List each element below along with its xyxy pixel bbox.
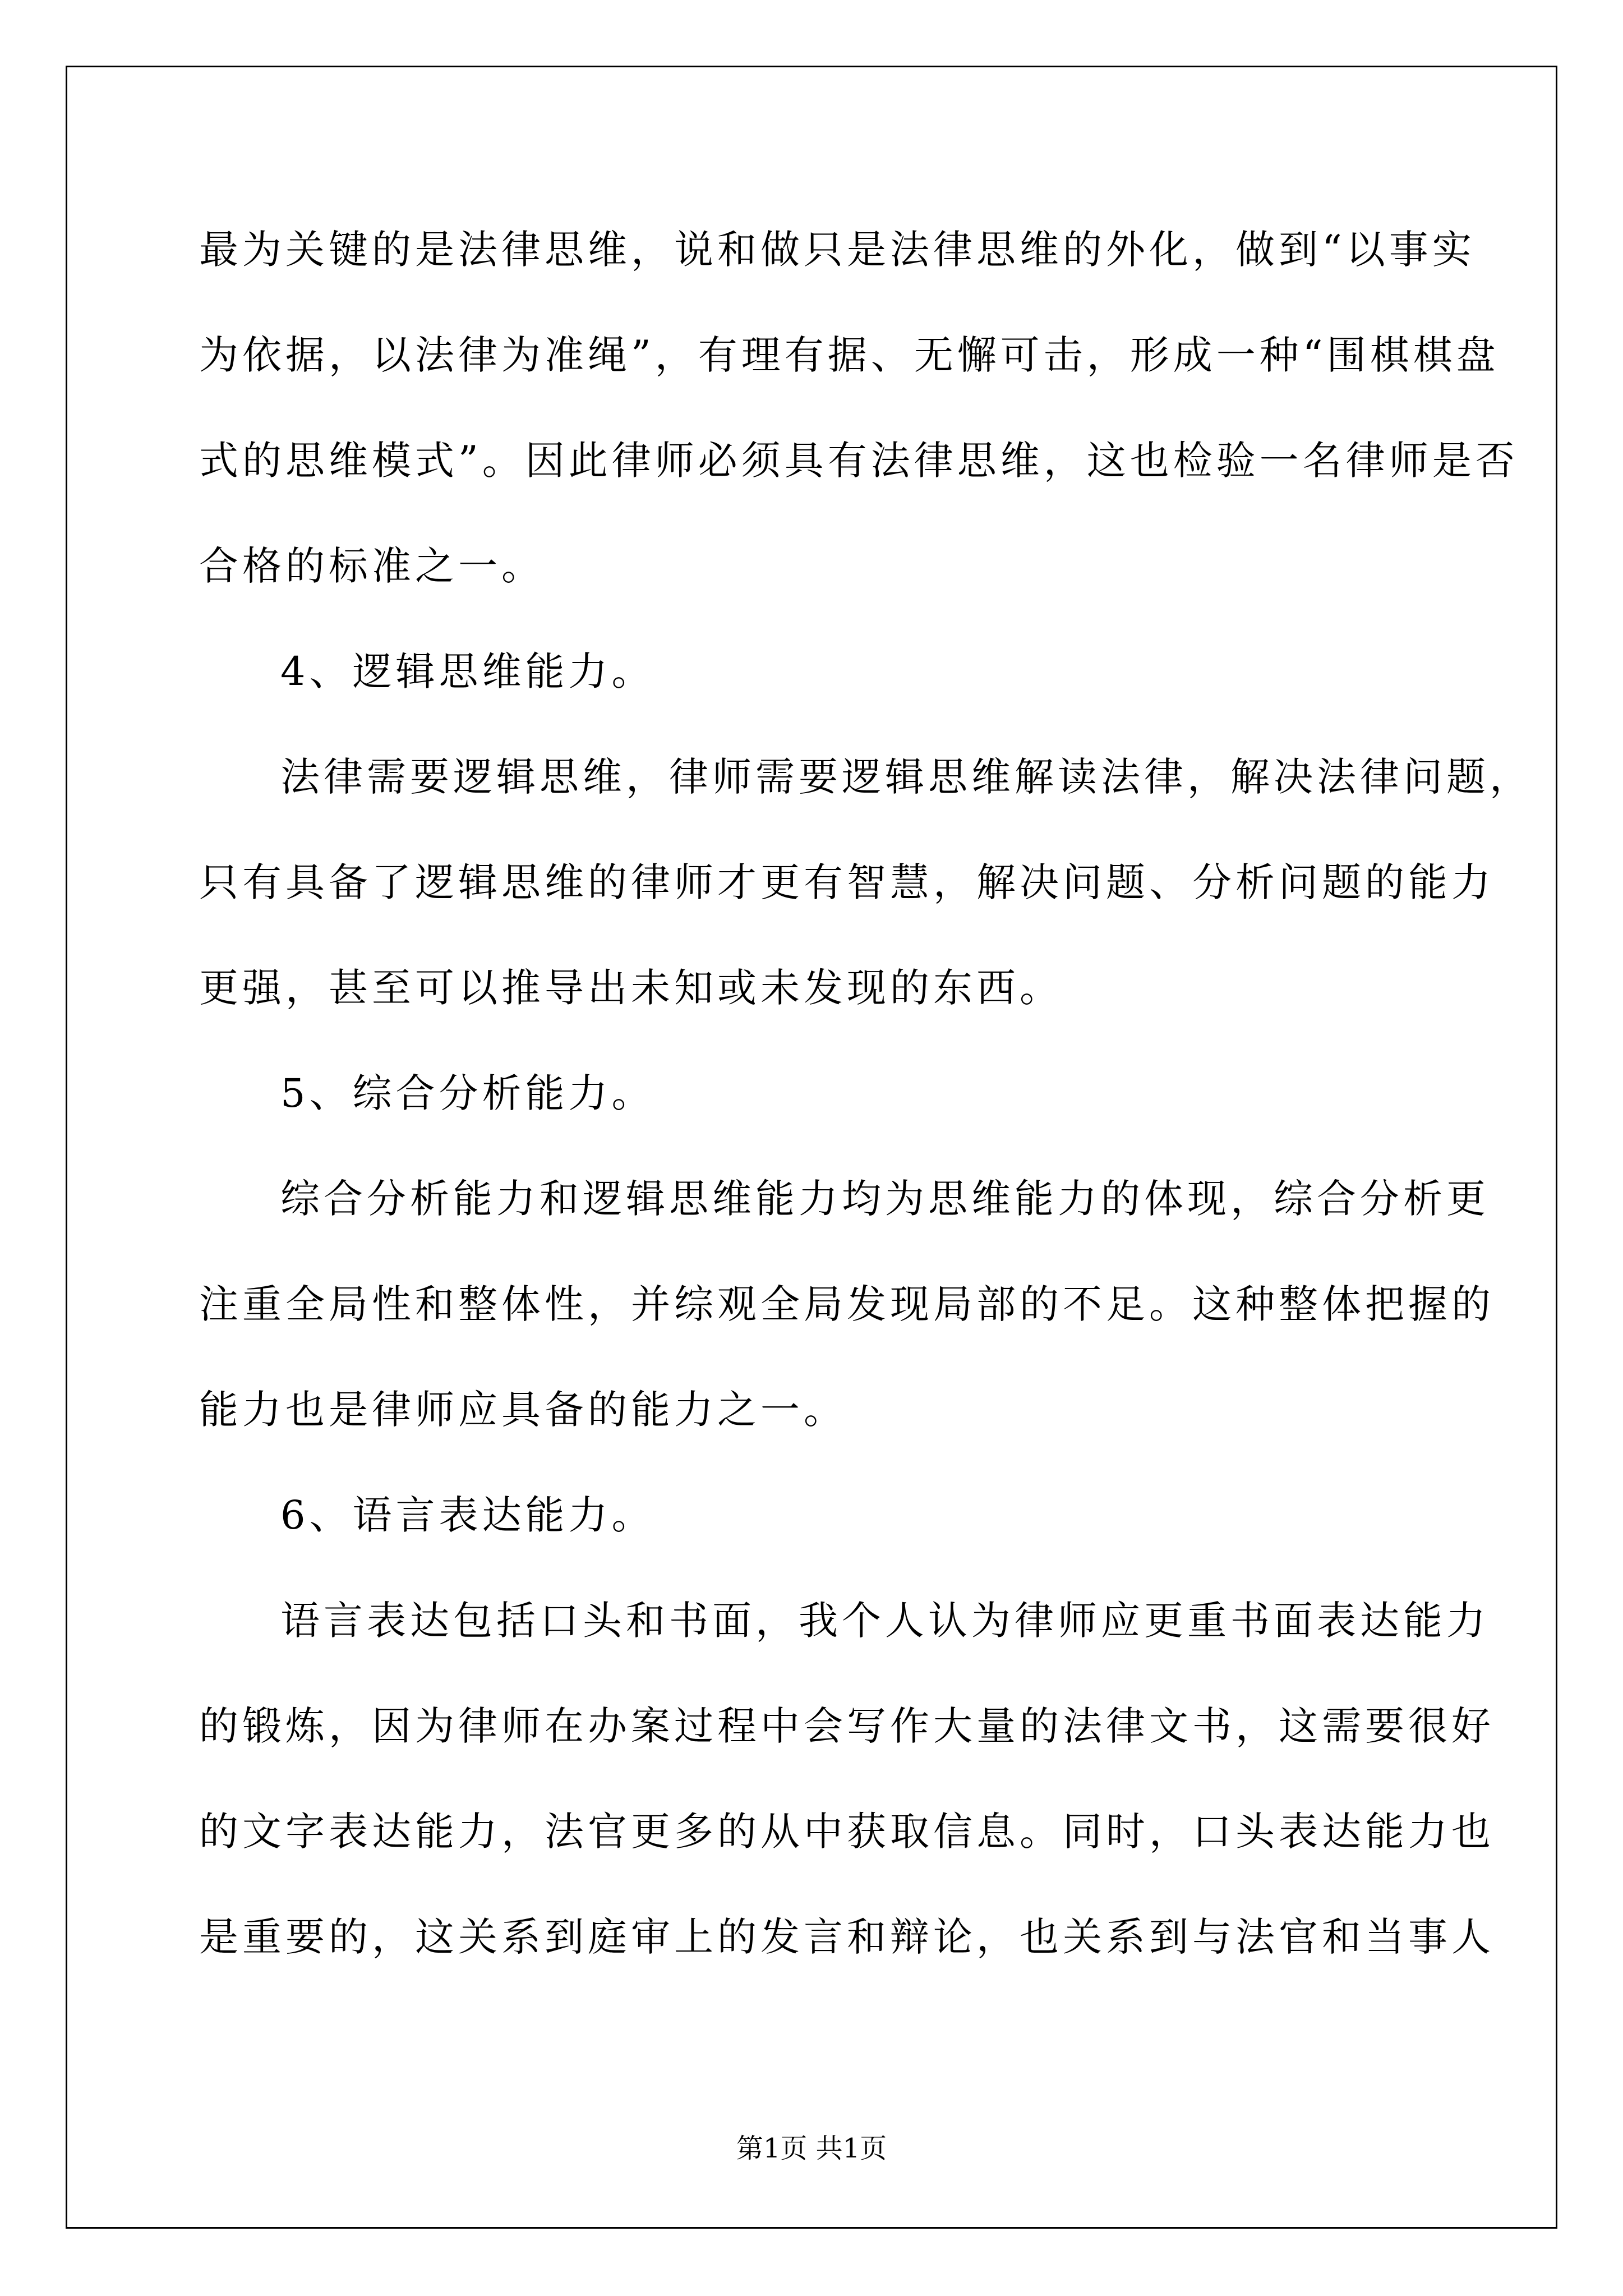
text-line: 式的思维模式”。因此律师必须具有法律思维，这也检验一名律师是否 [199, 438, 1519, 484]
page-border [66, 66, 1557, 2229]
text-line: 能力也是律师应具备的能力之一。 [199, 1387, 847, 1433]
text-line: 为依据，以法律为准绳”，有理有据、无懈可击，形成一种“围棋棋盘 [199, 332, 1500, 378]
paragraph-first-line: 综合分析能力和逻辑思维能力均为思维能力的体现，综合分析更 [280, 1176, 1490, 1222]
paragraph-first-line: 语言表达包括口头和书面，我个人认为律师应更重书面表达能力 [280, 1598, 1490, 1644]
paragraph-first-line: 5、综合分析能力。 [280, 1070, 655, 1116]
text-line: 合格的标准之一。 [199, 543, 545, 589]
text-line: 的文字表达能力，法官更多的从中获取信息。同时，口头表达能力也 [199, 1809, 1495, 1855]
paragraph-first-line: 6、语言表达能力。 [280, 1492, 655, 1538]
paragraph-first-line: 法律需要逻辑思维，律师需要逻辑思维解读法律，解决法律问题， [280, 754, 1533, 800]
text-line: 的锻炼，因为律师在办案过程中会写作大量的法律文书，这需要很好 [199, 1703, 1495, 1749]
text-line: 是重要的，这关系到庭审上的发言和辩论，也关系到与法官和当事人 [199, 1914, 1495, 1960]
text-line: 注重全局性和整体性，并综观全局发现局部的不足。这种整体把握的 [199, 1281, 1495, 1327]
text-line: 更强，甚至可以推导出未知或未发现的东西。 [199, 965, 1063, 1011]
paragraph-first-line: 4、逻辑思维能力。 [280, 648, 655, 694]
text-line: 只有具备了逻辑思维的律师才更有智慧，解决问题、分析问题的能力 [199, 859, 1495, 905]
page-footer: 第1页 共1页 [736, 2133, 887, 2164]
text-line: 最为关键的是法律思维，说和做只是法律思维的外化，做到“以事实 [199, 227, 1476, 273]
